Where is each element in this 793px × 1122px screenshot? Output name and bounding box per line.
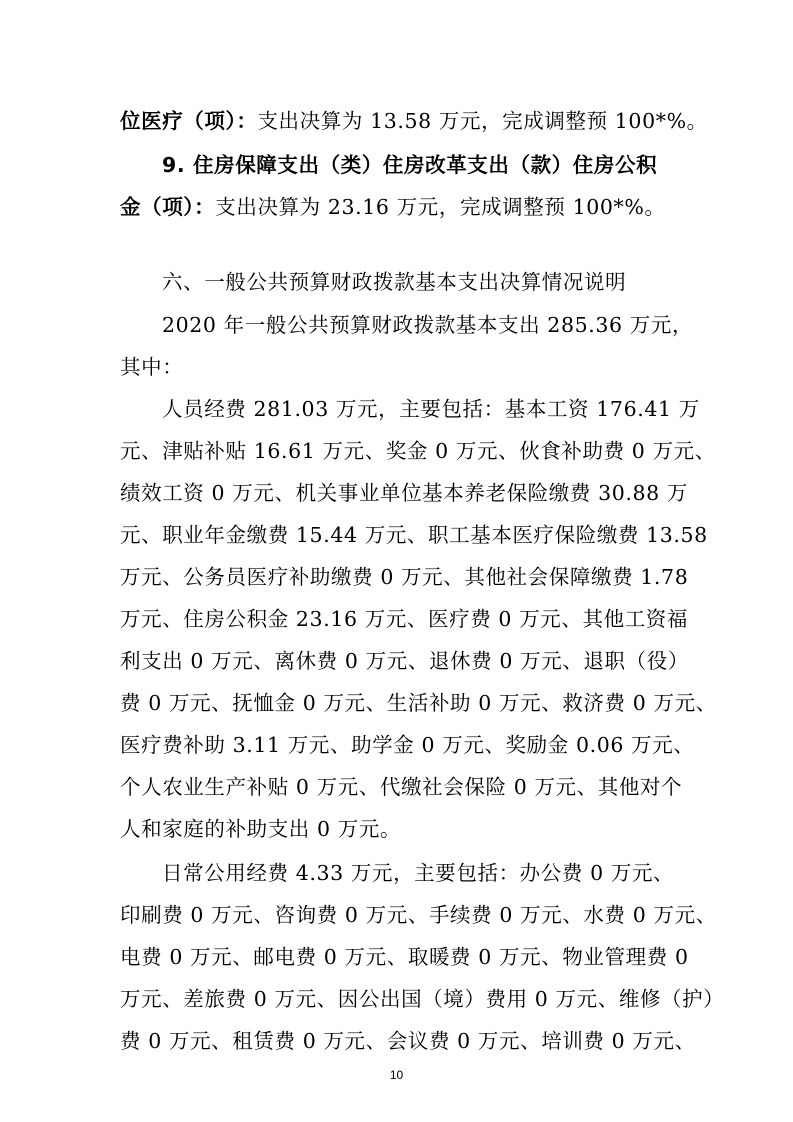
paragraph-line: 利支出 0 万元、离休费 0 万元、退休费 0 万元、退职（役） — [120, 649, 689, 673]
text-line — [120, 106, 708, 136]
paragraph-line: 元、津贴补贴 16.61 万元、奖金 0 万元、伙食补助费 0 万元、 — [120, 439, 716, 463]
item-text: 支出决算为 13.58 万元，完成调整预 100*%。 — [257, 109, 708, 133]
item-label: 金（项）： — [120, 195, 216, 219]
paragraph-line: 元、职业年金缴费 15.44 万元、职工基本医疗保险缴费 13.58 — [120, 523, 708, 547]
paragraph-line: 日常公用经费 4.33 万元，主要包括：办公费 0 万元、 — [162, 861, 675, 885]
paragraph-line: 2020 年一般公共预算财政拨款基本支出 285.36 万元， — [162, 313, 694, 337]
text-line — [120, 192, 680, 222]
paragraph-line: 电费 0 万元、邮电费 0 万元、取暖费 0 万元、物业管理费 0 — [120, 945, 689, 969]
item-label: 9. 住房保障支出（类）住房改革支出（款）住房公积 — [162, 153, 658, 177]
section-heading: 六、一般公共预算财政拨款基本支出决算情况说明 — [162, 270, 627, 294]
paragraph-line: 绩效工资 0 万元、机关事业单位基本养老保险缴费 30.88 万 — [120, 481, 688, 505]
paragraph-line: 医疗费补助 3.11 万元、助学金 0 万元、奖励金 0.06 万元、 — [120, 733, 695, 757]
item-text: 支出决算为 23.16 万元，完成调整预 100*%。 — [215, 195, 666, 219]
paragraph-line: 万元、差旅费 0 万元、因公出国（境）费用 0 万元、维修（护） — [120, 987, 725, 1011]
page-number: 10 — [389, 1068, 404, 1082]
paragraph-line: 印刷费 0 万元、咨询费 0 万元、手续费 0 万元、水费 0 万元、 — [120, 903, 717, 927]
paragraph-line: 费 0 万元、抚恤金 0 万元、生活补助 0 万元、救济费 0 万元、 — [120, 691, 717, 715]
paragraph-line: 万元、住房公积金 23.16 万元、医疗费 0 万元、其他工资福 — [120, 607, 688, 631]
paragraph-line: 人员经费 281.03 万元，主要包括：基本工资 176.41 万 — [162, 397, 700, 421]
paragraph-line: 其中： — [120, 355, 184, 379]
paragraph-line: 万元、公务员医疗补助缴费 0 万元、其他社会保障缴费 1.78 — [120, 565, 689, 589]
item-label: 位医疗（项）： — [120, 109, 258, 133]
paragraph-line: 人和家庭的补助支出 0 万元。 — [120, 817, 402, 841]
paragraph-line: 个人农业生产补贴 0 万元、代缴社会保险 0 万元、其他对个 — [120, 775, 683, 799]
item-heading — [162, 150, 680, 180]
paragraph-line: 费 0 万元、租赁费 0 万元、会议费 0 万元、培训费 0 万元、 — [120, 1029, 696, 1053]
